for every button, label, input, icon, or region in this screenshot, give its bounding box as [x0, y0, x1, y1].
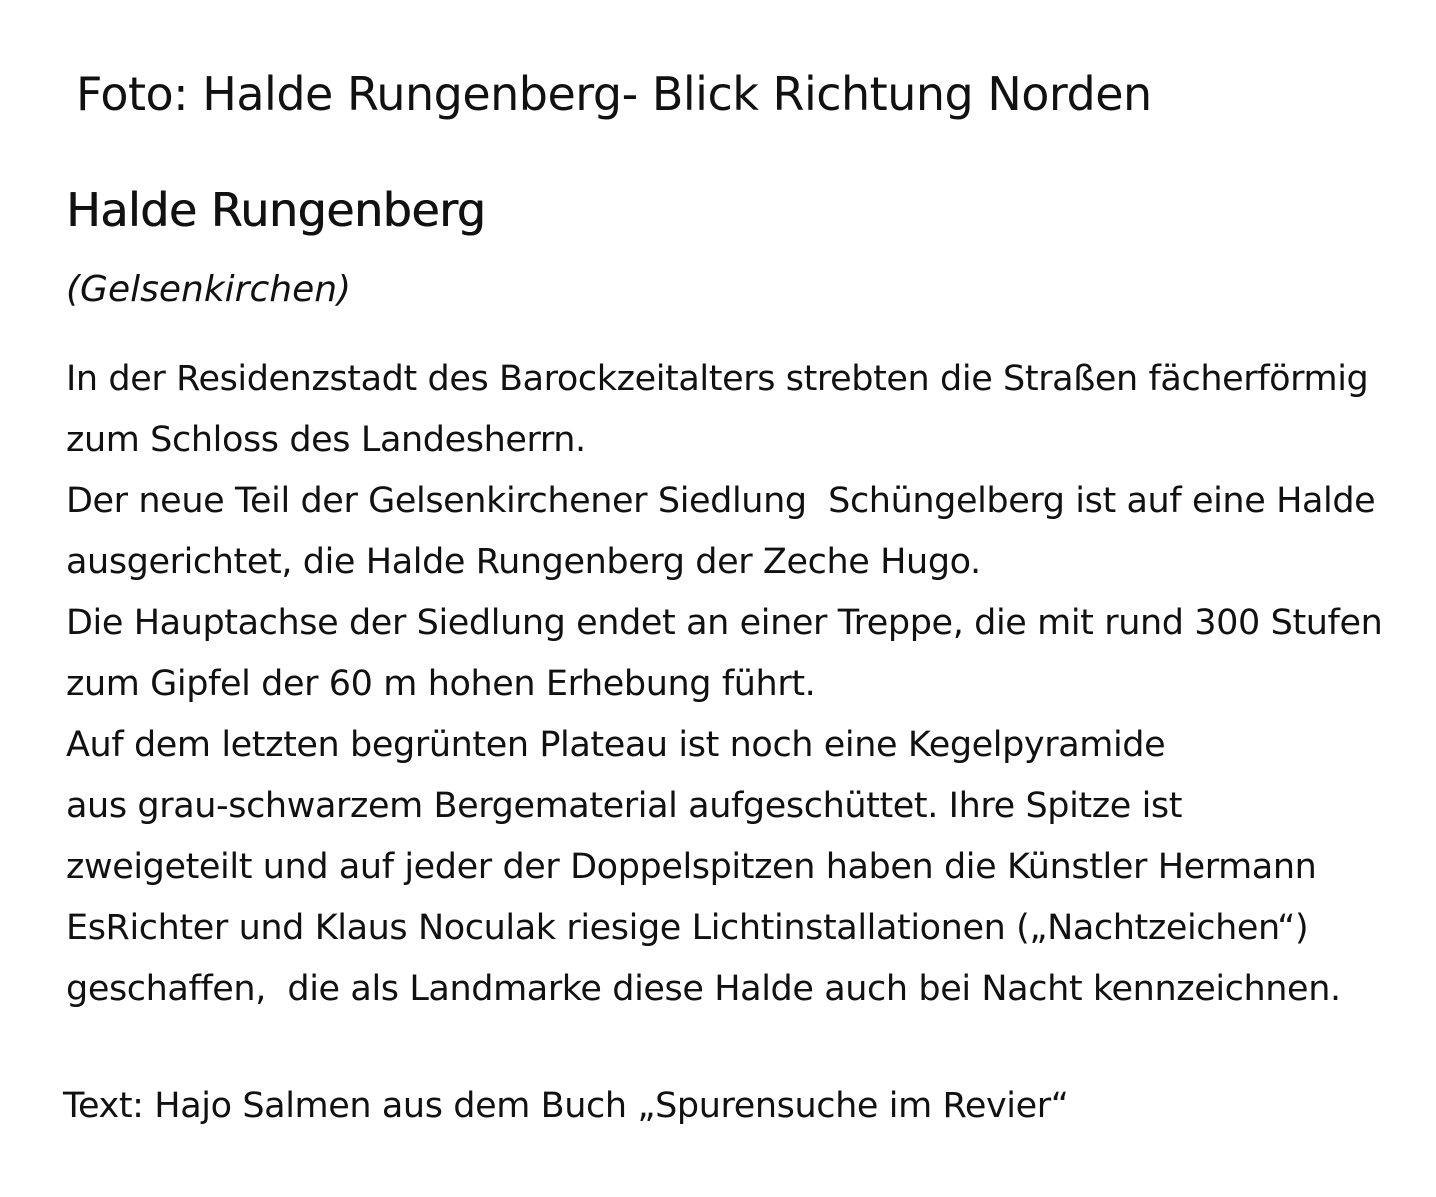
body-line: zum Gipfel der 60 m hohen Erhebung führt.	[66, 664, 816, 704]
body-line: aus grau-schwarzem Bergematerial aufgeschüttet. Ihre Spitze ist	[66, 786, 1183, 826]
body-line: In der Residenzstadt des Barockzeitalters strebten die Straßen fächerförmig	[66, 359, 1369, 399]
body-line: EsRichter und Klaus Noculak riesige Lichtinstallationen („Nachtzeichen“)	[66, 908, 1309, 948]
body-line: Auf dem letzten begrünten Plateau ist noch eine Kegelpyramide	[66, 725, 1166, 765]
location-subtitle: (Gelsenkirchen)	[66, 269, 352, 310]
page-title: Halde Rungenberg	[66, 183, 486, 237]
source-credit: Text: Hajo Salmen aus dem Buch „Spurensuche im Revier“	[63, 1086, 1069, 1126]
body-line: geschaffen, die als Landmarke diese Halde auch bei Nacht kennzeichnen.	[66, 969, 1341, 1009]
photo-caption: Foto: Halde Rungenberg- Blick Richtung Norden	[76, 67, 1152, 121]
body-line: Die Hauptachse der Siedlung endet an einer Treppe, die mit rund 300 Stufen	[66, 603, 1383, 643]
body-line: zweigeteilt und auf jeder der Doppelspitzen haben die Künstler Hermann	[66, 847, 1317, 887]
body-line: Der neue Teil der Gelsenkirchener Siedlung Schüngelberg ist auf eine Halde	[66, 481, 1376, 521]
body-paragraph	[66, 349, 1426, 1020]
body-line: zum Schloss des Landesherrn.	[66, 420, 586, 460]
body-line: ausgerichtet, die Halde Rungenberg der Zeche Hugo.	[66, 542, 981, 582]
